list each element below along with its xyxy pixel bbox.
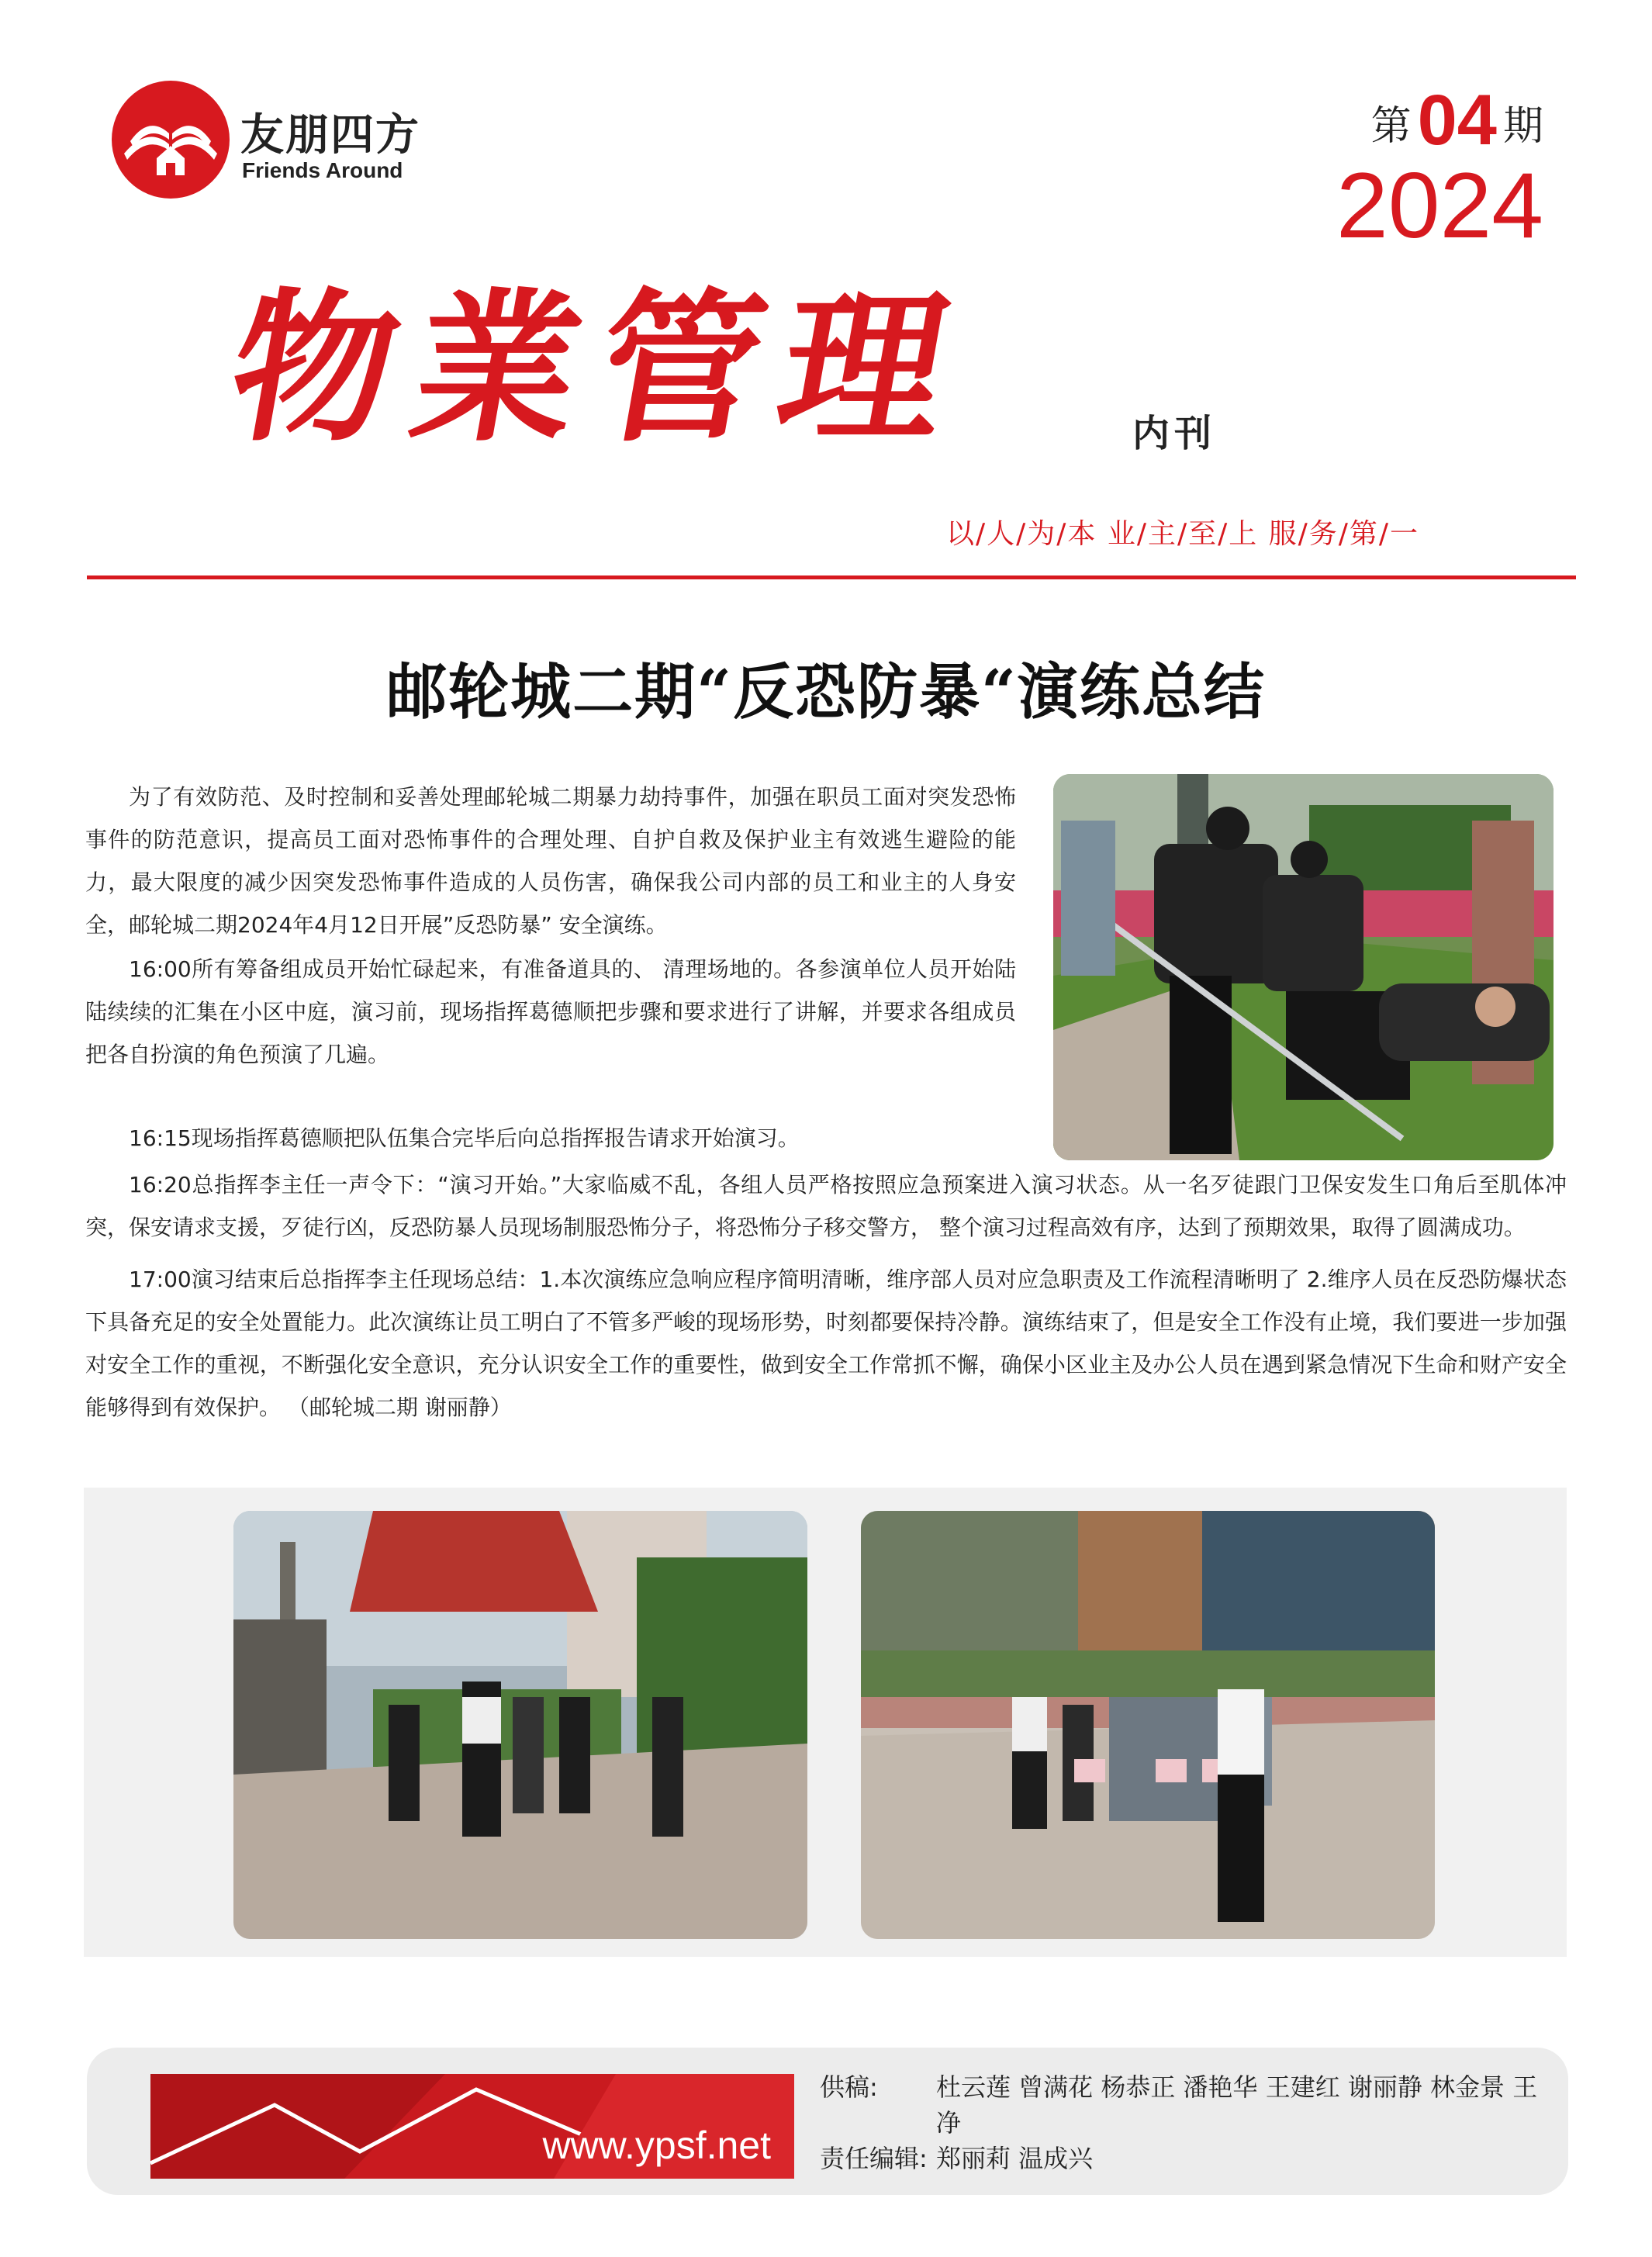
footer-panel: [87, 2048, 1568, 2195]
editors-label: 责任编辑:: [820, 2144, 928, 2173]
masthead-title: 物業管理: [216, 272, 983, 464]
brand-logo: [109, 78, 434, 202]
brand-name-cn: 友朋四方: [240, 110, 420, 161]
issue-suffix: 期: [1502, 103, 1543, 150]
drill-photo-subduing-icon: [1053, 774, 1554, 1160]
issue-year: 2024: [1336, 154, 1543, 257]
contributors-label: 供稿:: [820, 2072, 878, 2102]
masthead: [216, 272, 1148, 464]
photo-main: [1053, 774, 1554, 1160]
issue-number-line: [1249, 81, 1543, 160]
slogan: 以/人/为/本 业/主/至/上 服/务/第/一: [946, 518, 1420, 550]
photo-gallery: [84, 1488, 1567, 1957]
article-paragraph-5: 17:00演习结束后总指挥李主任现场总结：1.本次演练应急响应程序简明清晰，维序部人员对应急职责及工作流程清晰明了 2.维序人员在反恐防爆状态下具备充足的安全处置能力。此次演练让员工明白了不管多严峻的现场形势，时刻都要保持冷静。演练结束了，但是安全工作没有止境，我们要进一步加强对安全工作的重视，不断强化安全意识，充分认识安全工作的重要性，做到安全工作常抓不懈，确保小区业主及办公人员在遇到紧急情况下生命和财产安全能够得到有效保护。 （邮轮城二期 谢丽静）: [85, 1267, 1567, 1420]
photo-left: [233, 1511, 807, 1939]
drill-photo-courtyard-icon: [233, 1511, 807, 1939]
issue-number: 04: [1417, 81, 1497, 160]
contributors-list: 杜云莲 曾满花 杨恭正 潘艳华 王建红 谢丽静 林金景 王净: [936, 2072, 1538, 2138]
website-banner: [150, 2074, 794, 2179]
logo-emblem-icon: [109, 78, 233, 202]
article-paragraph-4: 16:20总指挥李主任一声令下：“演习开始。”大家临威不乱，各组人员严格按照应急预案进入演习状态。从一名歹徒跟门卫保安发生口角后至肌体冲突，保安请求支援，歹徒行凶，反恐防暴人员现场制服恐怖分子，将恐怖分子移交警方， 整个演习过程高效有序，达到了预期效果，取得了圆满成功。: [85, 1172, 1567, 1240]
contributors-row: [820, 2069, 1557, 2141]
article-paragraph-2: 16:00所有筹备组成员开始忙碌起来，有准备道具的、 清理场地的。各参演单位人员开始陆陆续续的汇集在小区中庭，演习前，现场指挥葛德顺把步骤和要求进行了讲解，并要求各组成员把各自扮演的角色预演了几遍。: [85, 956, 1016, 1067]
article-headline: 邮轮城二期“反恐防暴“演练总结: [386, 657, 1266, 728]
issue-info: [1249, 81, 1543, 271]
editors-list: 郑丽莉 温成兴: [936, 2144, 1094, 2173]
editors-row: [820, 2141, 1557, 2176]
drill-photo-lineup-icon: [861, 1511, 1435, 1939]
brand-name-en: Friends Around: [242, 158, 403, 182]
photo-right: [861, 1511, 1435, 1939]
header-divider: [87, 575, 1576, 579]
article-paragraph-3: 16:15现场指挥葛德顺把队伍集合完毕后向总指挥报告请求开始演习。: [129, 1125, 800, 1151]
credits: [820, 2069, 1557, 2176]
website-link[interactable]: www.ypsf.net: [542, 2124, 771, 2167]
issue-prefix: 第: [1370, 103, 1412, 150]
masthead-subtitle: 内刊: [1132, 412, 1217, 455]
article-paragraph-1: 为了有效防范、及时控制和妥善处理邮轮城二期暴力劫持事件，加强在职员工面对突发恐怖事件的防范意识，提高员工面对恐怖事件的合理处理、自护自救及保护业主有效逃生避险的能力，最大限度的减少因突发恐怖事件造成的人员伤害，确保我公司内部的员工和业主的人身安全，邮轮城二期2024年4月12日开展”反恐防暴” 安全演练。: [85, 784, 1016, 938]
